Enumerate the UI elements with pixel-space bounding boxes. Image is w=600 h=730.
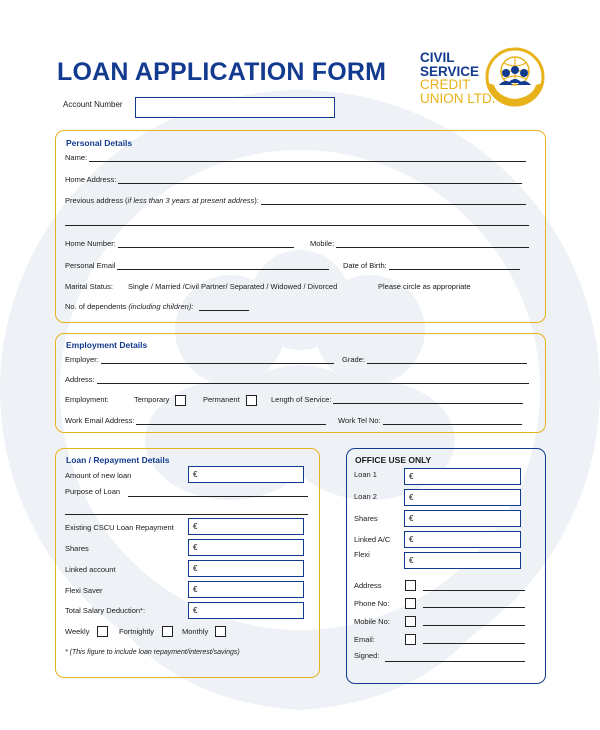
employer-field[interactable] bbox=[65, 355, 334, 364]
marital-status-options[interactable]: Single / Married /Civil Partner/ Separated / Widowed / Divorced bbox=[128, 282, 338, 291]
mobile-label: Mobile: bbox=[310, 239, 335, 248]
office-email-checkbox[interactable] bbox=[405, 634, 416, 645]
work-tel-field[interactable] bbox=[338, 416, 522, 425]
account-number-input[interactable] bbox=[135, 97, 335, 118]
work-email-field[interactable] bbox=[65, 416, 326, 425]
temporary-label: Temporary bbox=[134, 395, 170, 404]
loan-purpose-line-1[interactable] bbox=[128, 496, 308, 497]
previous-address-line-2[interactable] bbox=[65, 225, 529, 226]
linked-account-label: Linked account bbox=[65, 565, 116, 574]
loan-amount-label: Amount of new loan bbox=[65, 471, 132, 480]
flexi-saver-label: Flexi Saver bbox=[65, 586, 103, 595]
employment-details-title: Employment Details bbox=[66, 340, 148, 350]
office-loan2-input[interactable]: € bbox=[404, 489, 521, 506]
name-label: Name: bbox=[65, 153, 88, 162]
previous-address-note: if less than 3 years at present address bbox=[127, 196, 255, 205]
employment-address-label: Address: bbox=[65, 375, 95, 384]
home-number-label: Home Number: bbox=[65, 239, 116, 248]
office-address-checkbox[interactable] bbox=[405, 580, 416, 591]
previous-address-label: Previous address ( bbox=[65, 196, 128, 205]
office-phone-checkbox[interactable] bbox=[405, 598, 416, 609]
name-field[interactable] bbox=[65, 153, 526, 162]
logo-line-1: CIVIL bbox=[420, 50, 455, 65]
length-of-service-label: Length of Service: bbox=[271, 395, 332, 404]
grade-field[interactable] bbox=[342, 355, 527, 364]
office-mobile-label: Mobile No: bbox=[354, 617, 390, 626]
weekly-checkbox[interactable] bbox=[97, 626, 108, 637]
office-mobile-line[interactable] bbox=[423, 625, 525, 626]
office-phone-label: Phone No: bbox=[354, 599, 390, 608]
office-mobile-checkbox[interactable] bbox=[405, 616, 416, 627]
marital-status-label: Marital Status: bbox=[65, 282, 113, 291]
employer-label: Employer: bbox=[65, 355, 99, 364]
permanent-label: Permanent bbox=[203, 395, 240, 404]
loan-purpose-line-2[interactable] bbox=[65, 514, 308, 515]
length-of-service-field[interactable] bbox=[271, 395, 523, 404]
weekly-label: Weekly bbox=[65, 627, 90, 636]
office-flexi-input[interactable]: € bbox=[404, 552, 521, 569]
marital-status-note: Please circle as appropriate bbox=[378, 282, 471, 291]
employment-type-label: Employment: bbox=[65, 395, 109, 404]
office-shares-input[interactable]: € bbox=[404, 510, 521, 527]
office-email-label: Email: bbox=[354, 635, 375, 644]
fortnightly-label: Fortnightly bbox=[119, 627, 155, 636]
loan-amount-input[interactable]: € bbox=[188, 466, 304, 483]
dependents-label: No. of dependents bbox=[65, 302, 127, 311]
office-loan1-input[interactable]: € bbox=[404, 468, 521, 485]
home-address-field[interactable] bbox=[65, 175, 522, 184]
personal-email-field[interactable] bbox=[65, 261, 329, 270]
office-address-label: Address bbox=[354, 581, 382, 590]
office-use-title: OFFICE USE ONLY bbox=[355, 455, 432, 465]
loan-purpose-label: Purpose of Loan bbox=[65, 487, 121, 496]
office-phone-line[interactable] bbox=[423, 607, 525, 608]
logo-line-2: SERVICE bbox=[420, 63, 480, 79]
account-number-label: Account Number bbox=[63, 100, 123, 109]
linked-account-input[interactable]: € bbox=[188, 560, 304, 577]
work-tel-label: Work Tel No: bbox=[338, 416, 381, 425]
personal-email-label: Personal Email bbox=[65, 261, 116, 270]
date-of-birth-field[interactable] bbox=[343, 261, 520, 270]
monthly-label: Monthly bbox=[182, 627, 209, 636]
office-loan1-label: Loan 1 bbox=[354, 470, 377, 479]
loan-shares-input[interactable]: € bbox=[188, 539, 304, 556]
credit-union-logo-icon bbox=[478, 47, 552, 113]
dependents-field[interactable] bbox=[65, 302, 249, 311]
loan-footnote: * (This figure to include loan repayment/interest/savings) bbox=[65, 649, 240, 656]
office-email-line[interactable] bbox=[423, 643, 525, 644]
office-address-line[interactable] bbox=[423, 590, 525, 591]
employment-address-field[interactable] bbox=[65, 375, 529, 384]
office-shares-label: Shares bbox=[354, 514, 378, 523]
temporary-checkbox[interactable] bbox=[175, 395, 186, 406]
work-email-label: Work Email Address: bbox=[65, 416, 135, 425]
date-of-birth-label: Date of Birth: bbox=[343, 261, 387, 270]
total-deduction-input[interactable]: € bbox=[188, 602, 304, 619]
office-signed-line[interactable] bbox=[385, 661, 525, 662]
office-linked-label: Linked A/C bbox=[354, 535, 391, 544]
dependents-note: (including children): bbox=[128, 302, 194, 311]
fortnightly-checkbox[interactable] bbox=[162, 626, 173, 637]
loan-details-title: Loan / Repayment Details bbox=[66, 455, 170, 465]
office-loan2-label: Loan 2 bbox=[354, 492, 377, 501]
office-flexi-label: Flexi bbox=[354, 550, 370, 559]
existing-repayment-label: Existing CSCU Loan Repayment bbox=[65, 523, 174, 532]
flexi-saver-input[interactable]: € bbox=[188, 581, 304, 598]
previous-address-suffix: ): bbox=[254, 196, 259, 205]
personal-details-title: Personal Details bbox=[66, 138, 133, 148]
total-deduction-label: Total Salary Deduction*: bbox=[65, 606, 146, 615]
loan-shares-label: Shares bbox=[65, 544, 89, 553]
office-signed-label: Signed: bbox=[354, 651, 380, 660]
home-address-label: Home Address: bbox=[65, 175, 117, 184]
grade-label: Grade: bbox=[342, 355, 365, 364]
logo-line-3: CREDIT bbox=[420, 77, 471, 92]
monthly-checkbox[interactable] bbox=[215, 626, 226, 637]
permanent-checkbox[interactable] bbox=[246, 395, 257, 406]
home-number-field[interactable] bbox=[65, 239, 294, 248]
previous-address-field[interactable] bbox=[65, 196, 526, 205]
office-linked-input[interactable]: € bbox=[404, 531, 521, 548]
mobile-field[interactable] bbox=[310, 239, 529, 248]
existing-repayment-input[interactable]: € bbox=[188, 518, 304, 535]
form-title: LOAN APPLICATION FORM bbox=[57, 58, 387, 86]
logo-line-4: UNION LTD. bbox=[420, 90, 496, 106]
